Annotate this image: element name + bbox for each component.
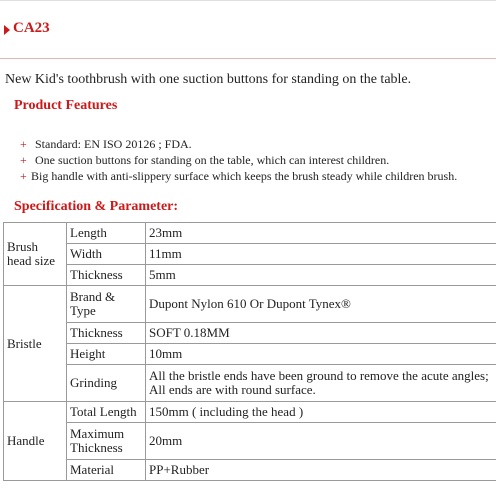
features-heading: Product Features: [14, 98, 118, 113]
table-row: [4, 402, 496, 423]
value-cell: 150mm ( including the head ): [146, 402, 496, 423]
product-intro: New Kid's toothbrush with one suction buttons for standing on the table.: [5, 72, 412, 87]
top-divider: [0, 0, 496, 1]
group-cell-handle: Handle: [4, 402, 67, 481]
spec-heading: Specification & Parameter:: [14, 199, 179, 214]
feature-text: Big handle with anti-slippery surface which keeps the brush steady while children brush.: [31, 169, 458, 183]
table-row: [4, 223, 496, 244]
value-cell: All the bristle ends have been ground to remove the acute angles; All ends are with round surface.: [146, 365, 496, 402]
value-cell: 11mm: [146, 244, 496, 265]
table-row: [4, 244, 496, 265]
value-cell: 5mm: [146, 265, 496, 286]
param-cell: Total Length: [67, 402, 146, 423]
feature-item: [20, 136, 457, 152]
param-cell: Thickness: [67, 323, 146, 344]
param-cell: Grinding: [67, 365, 146, 402]
table-row: [4, 286, 496, 323]
plus-bullet-icon: +: [20, 153, 27, 167]
product-title: CA23: [13, 20, 50, 36]
feature-text: One suction buttons for standing on the table, which can interest children.: [35, 153, 390, 167]
plus-bullet-icon: +: [20, 169, 27, 183]
value-cell: 20mm: [146, 423, 496, 460]
table-row: [4, 323, 496, 344]
value-cell: Dupont Nylon 610 Or Dupont Tynex®: [146, 286, 496, 323]
group-cell-brush-head: Brush head size: [4, 223, 67, 286]
param-cell: Maximum Thickness: [67, 423, 146, 460]
table-row: [4, 460, 496, 481]
spec-table: [3, 222, 496, 481]
value-cell: 10mm: [146, 344, 496, 365]
feature-item: [20, 152, 457, 168]
features-list: [20, 136, 457, 184]
param-cell: Brand & Type: [67, 286, 146, 323]
table-row: [4, 423, 496, 460]
feature-text: Standard: EN ISO 20126 ; FDA.: [35, 137, 192, 151]
param-cell: Height: [67, 344, 146, 365]
feature-item: [20, 168, 457, 184]
param-cell: Length: [67, 223, 146, 244]
param-cell: Width: [67, 244, 146, 265]
group-cell-bristle: Bristle: [4, 286, 67, 402]
table-row: [4, 344, 496, 365]
param-cell: Material: [67, 460, 146, 481]
arrow-right-icon: [4, 25, 10, 35]
value-cell: SOFT 0.18MM: [146, 323, 496, 344]
value-cell: 23mm: [146, 223, 496, 244]
product-title-bar: [0, 15, 496, 59]
param-cell: Thickness: [67, 265, 146, 286]
table-row: [4, 365, 496, 402]
table-row: [4, 265, 496, 286]
plus-bullet-icon: +: [20, 137, 27, 151]
value-cell: PP+Rubber: [146, 460, 496, 481]
